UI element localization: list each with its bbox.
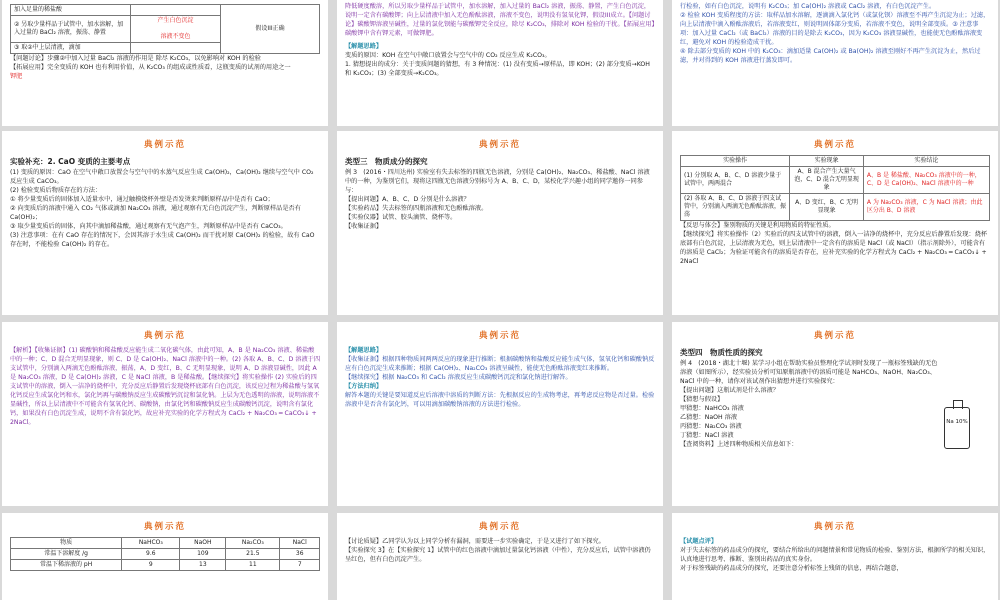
paragraph: 【实验仪器】试管、胶头滴管、烧杯等。 — [345, 214, 457, 221]
evidence-table — [680, 155, 990, 221]
paragraph: ② 向变质后的溶液中通入 CO₂ 气体或滴加 Na₂CO₃ 溶液，通过观察有无白色沉淀产生，判断原样品是否有 Ca(OH)₂； — [10, 205, 301, 221]
slide-1-2 — [337, 0, 663, 126]
table-cell: ③ 取②中上层清液，滴加 — [11, 43, 131, 54]
slide-3-2 — [337, 322, 663, 506]
slide-3-3 — [672, 322, 998, 506]
paragraph: 【继续探究】根据 Na₂CO₃ 和 CaCl₂ 溶液反应生成碳酸钙沉淀和氯化钠进行解答。 — [345, 374, 572, 381]
paragraph: 对于标签残缺的药品成分的探究，还要注意分析标签上残留的信息，再结合题意， — [680, 565, 903, 572]
paragraph: 【实验药品】失去标签的四瓶溶液和无色酚酞溶液。 — [345, 205, 488, 212]
paragraph: ③ 取少量变质后的固体，向其中滴加稀盐酸，通过观察有无气泡产生，判断原样品中是否有 CaCO₃。 — [10, 223, 287, 230]
paragraph: 变质的原因：KOH 在空气中敞口放置会与空气中的 CO₂ 反应生成 K₂CO₃。 — [345, 52, 551, 59]
analysis-text: 【解析】【收集证据】(1) 碳酸钠和稀盐酸反应能生成二氧化碳气体，由此可知，A、B 是 Na₂CO₃ 溶液、稀盐酸中的一种；C、D 混合无明显现象，则 C、D 是 Ca(OH)₂、NaCl 溶液中的一种。(2) 各取 A、B、C、D 溶液于四支试管中，分别滴入两滴无色酚酞溶液，振荡，A、D 变红，B、C 无明显现象，说明 A、D 溶液显碱性，因此 A 是 Na₂CO₃ 溶液，D 是 Ca(OH)₂ 溶液，C 是 NaCl 溶液，B 是稀盐酸。【继续探究】将实验操作 (2) 实验后的四支试管中的溶液，倒入一洁净的烧杯中，充分反应后静置后发现烧杯底部有白色沉淀，该反应过程为稀盐酸与氢氧化钙反应生成氯化钙和水，氯化钙再与碳酸钠反应生成碳酸钙沉淀和氯化钠。上层为无色透明的溶液，说明溶液不显碱性，所以上层清液中不可能含有氢氧化钙、碳酸钠，由氯化钙和碳酸钠反应生成碳酸钙沉淀，说明含有氯化钙，如果没有白色沉淀生成，说明不含有氯化钙，故应补充实验的化学方程式为 CaCl₂ + Na₂CO₃ ═ CaCO₃↓ + 2NaCl。 — [10, 347, 321, 426]
slide-header: 典例示范 — [143, 331, 186, 341]
solution-text: 降低硬度酸溶，所以另取少量样品于试管中，加水溶解，加入过量的 BaCl₂ 溶液，振荡、静置，产生白色沉淀，说明一定含有碳酸钾；向上层清液中加入无色酚酞溶液，溶液不变色，说明没有氢氧化钾，假设III成立。【问题讨论】碳酸钾溶液呈碱性，过量的氯化钡能与碳酸钾完全反应，除尽 K₂CO₃，排除对 KOH 检验的干扰。【拓展应用】碳酸钾中含有钾元素，可做钾肥。 — [345, 3, 655, 37]
section-heading: 【试题点评】 — [680, 538, 718, 545]
slide-2-3 — [672, 131, 998, 315]
extension-text: 【拓展应用】完全变质的 KOH 也有利用价值，从 K₂CO₃ 的组成或性质看，这瓶变质的试剂的用途之一 — [10, 64, 291, 71]
paragraph: 例 4 (2018・湖北十堰) 某学习小组在帮助实验员整理化学试剂时发现了一瓶标签残缺的无色溶液（如图所示），经实验员分析可知原瓶溶液中的溶质可能是 NaHCO₃、NaOH、Na₂CO₃、NaCl 中的一种，请你对该试剂作出猜想并进行实验探究： — [680, 360, 938, 385]
paragraph: 【收集证据】根据四种物质间两两反应的现象进行推断；根据碳酸钠和盐酸反应能生成气体，氢氧化钙和碳酸钠反应有白色沉淀生成来推断；根据 Ca(OH)₂、Na₂CO₃ 溶液呈碱性，能使无色酚酞溶液变红来推断。 — [345, 356, 655, 372]
discussion-text: 【问题讨论】步骤②中加入过量 BaCl₂ 溶液的作用是 除尽 K₂CO₃，以免影响对 KOH 的检验 — [10, 55, 261, 62]
type-title: 类型三 物质成分的探究 — [345, 157, 428, 166]
table-cell: 加入足量的稀盐酸 — [11, 5, 131, 16]
type-title: 类型四 物质性质的探究 — [680, 348, 763, 357]
table-header: 实验现象 — [790, 156, 864, 167]
section-heading: 【解题思路】 — [345, 347, 383, 354]
paragraph: 解答本题的关键是要知道反应后溶液中溶质的判断方法：先根据反应的生成物考虑，再考虑反应物是否过量。检验溶液中是否含有氯化钙，可以用滴加碳酸钠溶液的方法进行检验。 — [345, 392, 655, 408]
table-cell: ② 另取少量样品于试管中，加水溶解，加入过量的 BaCl₂ 溶液，振荡、静置 — [11, 16, 131, 43]
slide-1-3 — [672, 0, 998, 126]
paragraph: ② 检验 KOH 变质程度的方法：取样品加水溶解，逐滴滴入氯化钙（或氯化钡）溶液至不再产生沉淀为止；过滤，向上层清液中滴入酚酞溶液后，若溶液变红，则说明固体部分变质，若溶液不变色，说明全部变质。③ 注意事项：加入过量 CaCl₂（或 BaCl₂）溶液的目的是除去 K₂CO₃，因为 K₂CO₃ 溶液显碱性，也能使无色酚酞溶液变红，避免对 KOH 的检验造成干扰。 — [680, 12, 990, 46]
slide-4-1 — [2, 513, 328, 600]
table-row: 常温下溶解度 /g 9.6 109 21.5 36 — [11, 549, 320, 560]
paragraph: 乙猜想：NaOH 溶液 — [680, 414, 738, 421]
paragraph: 甲猜想：NaHCO₃ 溶液 — [680, 405, 744, 412]
slide-1-1 — [2, 0, 328, 126]
paragraph: 【猜想与假设】 — [680, 396, 724, 403]
paragraph: (2) 检验变质后物质存在的方法： — [10, 187, 102, 194]
red-answer: 产生白色沉淀 溶液不变色 — [131, 16, 221, 43]
table-row: 常温下稀溶液的 pH 9 13 11 7 — [11, 560, 320, 571]
paragraph: 【提出问题】A、B、C、D 分别是什么溶液？ — [345, 196, 470, 203]
paragraph: (1) 变质的原因：CaO 在空气中敞口放置会与空气中的水蒸气反应生成 Ca(OH)₂，Ca(OH)₂ 继续与空气中 CO₂ 反应生成 CaCO₃。 — [10, 169, 314, 185]
slide-header: 典例示范 — [478, 140, 521, 150]
paragraph: 行检验，如有白色沉淀，说明有 K₂CO₃；加 Ca(OH)₂ 溶液或 CaCl₂ 溶液，有白色沉淀产生。 — [680, 3, 936, 10]
paragraph: 【反思与体会】鉴别物质的关键是利用物质的特征性质。 — [680, 222, 835, 229]
slide-header: 典例示范 — [143, 140, 186, 150]
paragraph: 【实验探究 3】在【实验探究 1】试管中的红色溶液中滴加过量氯化钙溶液（中性），充分反应后，试管中溶液仍呈红色，但有白色沉淀产生。 — [345, 547, 651, 563]
slide-header: 典例示范 — [813, 140, 856, 150]
slide-4-3 — [672, 513, 998, 600]
slide-2-2 — [337, 131, 663, 315]
paragraph: 对于失去标签的药品成分的探究，要结合所给出的问题情景和常见物质的检验、鉴别方法，根据所学的相关知识，认真地进行思考、推断、鉴别出药品的真实身份。 — [680, 547, 990, 563]
slide-header: 典例示范 — [813, 522, 856, 532]
paragraph: 【讨论质疑】乙同学认为以上同学分析有漏洞，需要进一步实验确定，于是又进行了如下探究。 — [345, 538, 605, 545]
section-heading: 【方法归纳】 — [345, 383, 383, 390]
experiment-table-top — [10, 4, 320, 54]
section-heading: 【解题思路】 — [345, 43, 383, 50]
slide-header: 典例示范 — [478, 331, 521, 341]
table-header: 实验操作 — [681, 156, 790, 167]
paragraph: ① 将少量变质后的固体加入适量水中，通过触摸烧杯外壁是否发烫来判断原样品中是否有 CaO； — [10, 196, 274, 203]
slide-4-2 — [337, 513, 663, 600]
red-answer: 钾肥 — [10, 73, 23, 80]
paragraph: 丙猜想：Na₂CO₃ 溶液 — [680, 423, 742, 430]
slide-2-1 — [2, 131, 328, 315]
slide-title: 实验补充：2. CaO 变质的主要考点 — [10, 157, 131, 166]
paragraph: 【继续探究】将实验操作（2）实验后的四支试管中的溶液，倒入一洁净的烧杯中，充分反应后静置后发现：烧杯底部有白色沉淀，上层清液为无色，则上层清液中一定含有的溶质是 NaCl（或 NaCl）（指示剂除外），可能含有的溶质是 CaCl₂；为验证可能含有的溶质是否存在，应补充实验的化学方程式为 CaCl₂ + Na₂CO₃ ═ CaCO₃↓ + 2NaCl — [680, 231, 988, 265]
table-header: 实验结论 — [863, 156, 989, 167]
conclusion-cell: 假设III正确 — [221, 5, 320, 54]
reagent-bottle-icon: Na 10% — [944, 407, 970, 449]
paragraph: 【收集证据】 — [345, 223, 383, 230]
paragraph: ④ 除去部分变质的 KOH 中的 K₂CO₃：滴加适量 Ca(OH)₂ 或 Ba(OH)₂ 溶液至刚好不再产生沉淀为止，然后过滤，并对得到的 KOH 溶液进行蒸发即可。 — [680, 48, 981, 64]
paragraph: 丁猜想：NaCl 溶液 — [680, 432, 734, 439]
table-row: (1) 分别取 A、B、C、D 溶液少量于试管中，两两混合 A、B 混合产生大量气泡，C、D 混合无明显现象 A、B 是 稀盐酸、Na₂CO₃ 溶液中的一种，C、D 是 Ca(OH)₂、NaCl 溶液中的一种 — [681, 167, 990, 194]
table-row: (2) 各取 A、B、C、D 溶液于四支试管中，分别滴入两滴无色酚酞溶液，振荡 A、D 变红，B、C 无明显现象 A 为 Na₂CO₃ 溶液，C 为 NaCl 溶液；由此区分出 B、D 溶液 — [681, 194, 990, 221]
paragraph: 【提出问题】这瓶试剂是什么溶液？ — [680, 387, 779, 394]
slide-header: 典例示范 — [813, 331, 856, 341]
slide-3-1 — [2, 322, 328, 506]
slide-header: 典例示范 — [143, 522, 186, 532]
slide-header: 典例示范 — [478, 522, 521, 532]
property-table: 物质 NaHCO₃ NaOH Na₂CO₃ NaCl 常温下溶解度 /g 9.6 109 21.5 36 常温下稀溶液的 pH 9 13 11 7 — [10, 537, 320, 571]
paragraph: (3) 注意事项：在有 CaO 存在的情况下，会因其溶于水生成 Ca(OH)₂ 而干扰对原 Ca(OH)₂ 的检验，故有 CaO 存在时，不能检验 Ca(OH)₂ 的存在。 — [10, 232, 315, 248]
paragraph: 例 3 (2016・四川达州) 实验室有失去标签的四瓶无色溶液，分别是 Ca(OH)₂、Na₂CO₃、稀盐酸、NaCl 溶液中的一种，为鉴别它们，现将这四瓶无色溶液分别标号为 A、B、C、D，某校化学兴趣小组的同学邀你一同参与： — [345, 169, 650, 194]
paragraph: 【查阅资料】上述四种物质相关信息如下： — [680, 441, 798, 448]
paragraph: 1. 猜想提出的成分：关于变质问题的猜想，有 3 种情况：(1) 没有变质→原样品，即 KOH；(2) 部分变质→KOH 和 K₂CO₃；(3) 全部变质→K₂CO₃。 — [345, 61, 650, 77]
